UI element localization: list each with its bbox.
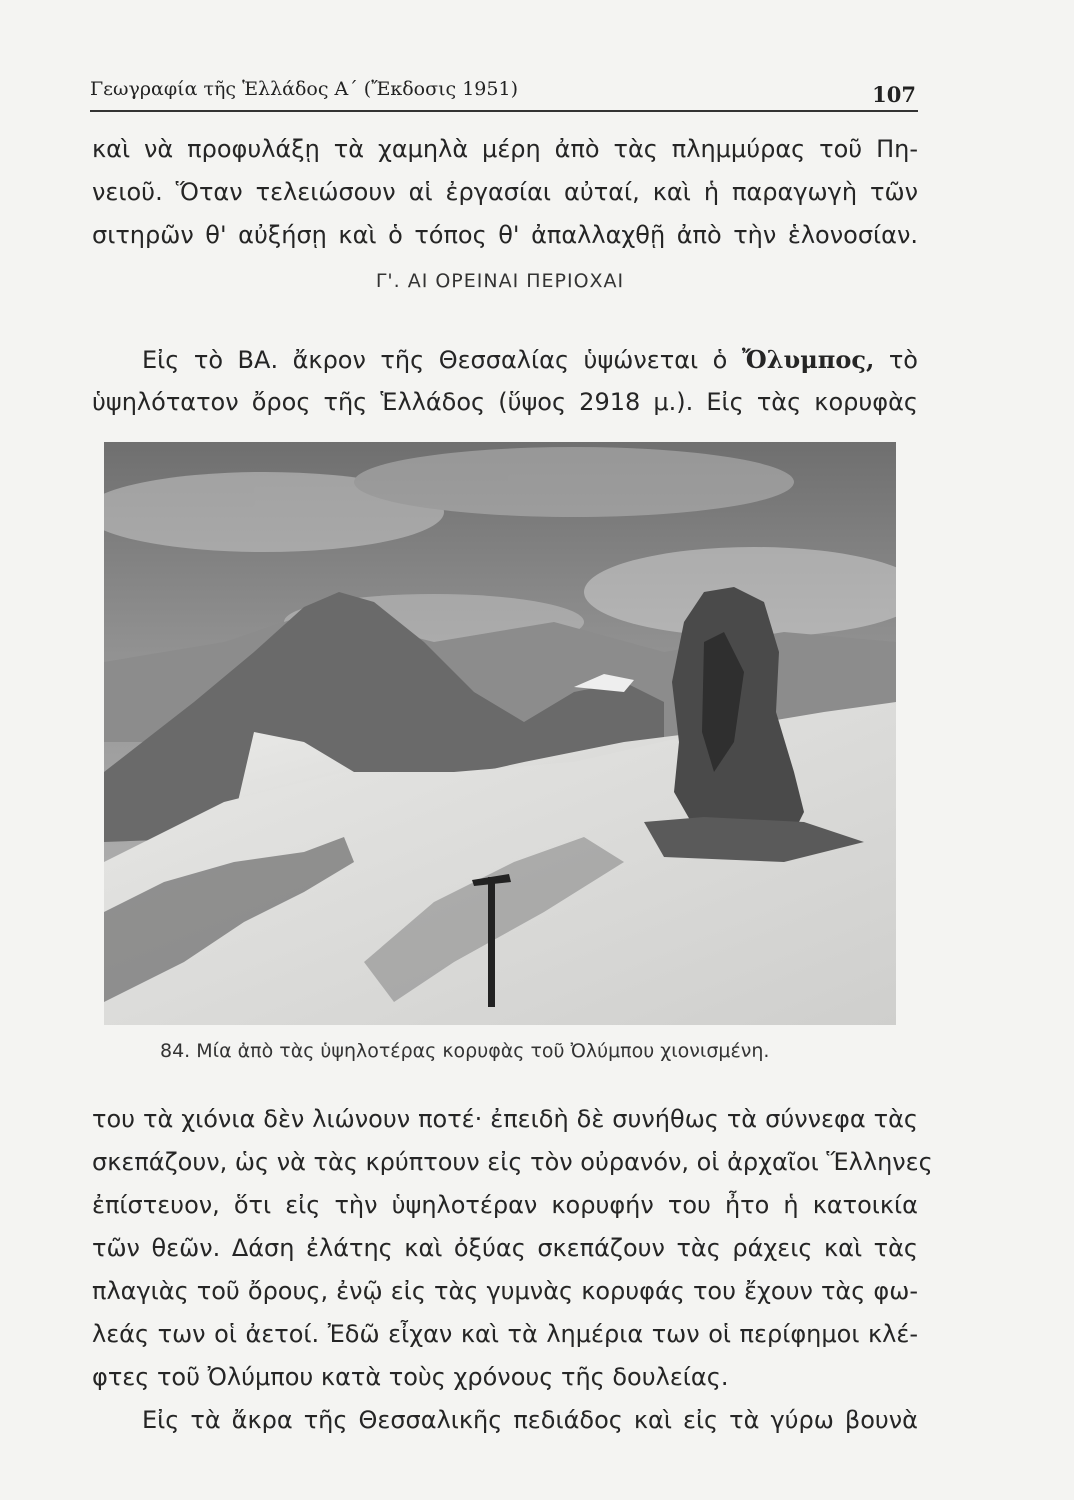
- running-title: Γεωγραφία τῆς Ἑλλάδος Α΄ (Ἔκδοσις 1951): [90, 78, 518, 100]
- figure-caption: 84. Μία ἀπὸ τὰς ὑψηλοτέρας κορυφὰς τοῦ Ὀλύμπου χιονισμένη.: [160, 1040, 770, 1062]
- text-line: ἐπίστευον, ὅτι εἰς τὴν ὑψηλοτέραν κορυφήν του ἦτο ἡ κατοικία: [92, 1191, 918, 1219]
- photo-illustration: [104, 442, 896, 1025]
- page-number: 107: [872, 82, 916, 107]
- paragraph-olympus-continued: [92, 1098, 933, 1442]
- text-line: σιτηρῶν θ' αὐξήσῃ καὶ ὁ τόπος θ' ἀπαλλαχθῇ ἀπὸ τὴν ἑλονοσίαν.: [92, 221, 918, 249]
- paragraph-drainage: [92, 128, 918, 257]
- line-end: τὸ: [888, 346, 918, 374]
- text-line: του τὰ χιόνια δὲν λιώνουν ποτέ· ἐπειδὴ δὲ συνήθως τὰ σύννεφα τὰς: [92, 1105, 918, 1133]
- text-line: [92, 338, 918, 381]
- text-line: καὶ νὰ προφυλάξῃ τὰ χαμηλὰ μέρη ἀπὸ τὰς πλημμύρας τοῦ Πη-: [92, 135, 918, 163]
- text-line: πλαγιὰς τοῦ ὄρους, ἐνῷ εἰς τὰς γυμνὰς κορυφάς του ἔχουν τὰς φω-: [92, 1277, 918, 1305]
- olympus-name: Ὄλυμπος,: [741, 345, 875, 374]
- text-line: φτες τοῦ Ὀλύμπου κατὰ τοὺς χρόνους τῆς δουλείας.: [92, 1363, 729, 1391]
- page-header: [90, 74, 920, 114]
- header-rule: [90, 110, 918, 112]
- paragraph-olympus: [92, 338, 918, 424]
- text-line: ὑψηλότατον ὄρος τῆς Ἑλλάδος (ὕψος 2918 μ.). Εἰς τὰς κορυφὰς: [92, 388, 918, 416]
- text-line: σκεπάζουν, ὡς νὰ τὰς κρύπτουν εἰς τὸν οὐρανόν, οἱ ἀρχαῖοι Ἕλληνες: [92, 1148, 933, 1176]
- olympus-summit-photo: [104, 442, 896, 1025]
- text-line: τῶν θεῶν. Δάση ἐλάτης καὶ ὀξύας σκεπάζουν τὰς ράχεις καὶ τὰς: [92, 1234, 918, 1262]
- text-line: Εἰς τὰ ἄκρα τῆς Θεσσαλικῆς πεδιάδος καὶ εἰς τὰ γύρω βουνὰ: [142, 1406, 918, 1434]
- section-heading: Γ'. ΑΙ ΟΡΕΙΝΑΙ ΠΕΡΙΟΧΑΙ: [375, 270, 625, 292]
- text-line: λεάς των οἱ ἀετοί. Ἐδῶ εἶχαν καὶ τὰ λημέρια των οἱ περίφημοι κλέ-: [92, 1320, 918, 1348]
- text-line: νειοῦ. Ὅταν τελειώσουν αἱ ἐργασίαι αὐταί, καὶ ἡ παραγωγὴ τῶν: [92, 178, 918, 206]
- line-start: Εἰς τὸ ΒΑ. ἄκρον τῆς Θεσσαλίας ὑψώνεται ὁ: [142, 346, 728, 374]
